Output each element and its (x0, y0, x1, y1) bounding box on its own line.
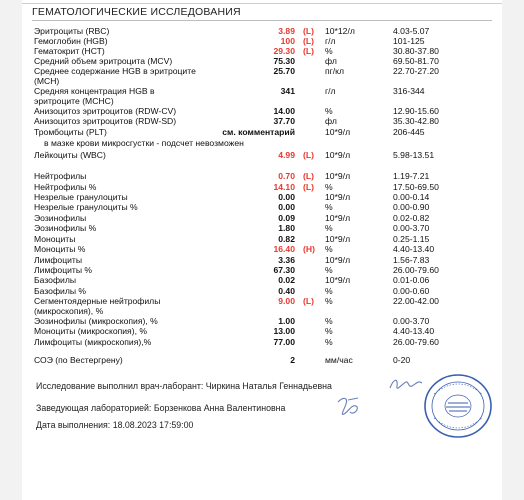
reference-range: 4.40-13.40 (393, 326, 435, 336)
completion-date-line: Дата выполнения: 18.08.2023 17:59:00 (36, 420, 194, 430)
test-value: 0.40 (278, 286, 295, 296)
test-name: Тромбоциты (PLT) (34, 127, 107, 137)
test-name: Лимфоциты (34, 255, 83, 265)
reference-range: 30.80-37.80 (393, 46, 439, 56)
performed-by-line: Исследование выполнил врач-лаборант: Чиркина Наталья Геннадьевна (36, 381, 332, 391)
test-unit: % (325, 326, 333, 336)
test-name-continued: эритроците (MCHC) (34, 96, 114, 106)
lab-report-page (22, 0, 502, 500)
test-unit: % (325, 223, 333, 233)
abnormal-flag: (L) (303, 26, 314, 36)
test-value: 0.00 (278, 192, 295, 202)
test-unit: % (325, 265, 333, 275)
test-value: 0.70 (278, 171, 295, 181)
abnormal-flag: (L) (303, 171, 314, 181)
test-name: Базофилы (34, 275, 77, 285)
reference-range: 1.19-7.21 (393, 171, 430, 181)
test-name: Гематокрит (НСТ) (34, 46, 105, 56)
test-unit: 10*9/л (325, 150, 351, 160)
reference-range: 1.56-7.83 (393, 255, 430, 265)
test-unit: г/л (325, 86, 336, 96)
reference-range: 316-344 (393, 86, 425, 96)
test-value: 3.36 (278, 255, 295, 265)
test-name: Моноциты (микроскопия), % (34, 326, 147, 336)
abnormal-flag: (L) (303, 46, 314, 56)
test-name: Незрелые гранулоциты (34, 192, 128, 202)
test-name: Среднее содержание HGB в эритроците (34, 66, 196, 76)
lab-head-line: Заведующая лабораторией: Борзенкова Анна Валентиновна (36, 403, 286, 413)
test-value: 29.30 (273, 46, 295, 56)
test-name: Нейтрофилы (34, 171, 87, 181)
abnormal-flag: (H) (303, 244, 315, 254)
test-unit: % (325, 244, 333, 254)
test-value: 100 (280, 36, 295, 46)
test-unit: 10*9/л (325, 255, 351, 265)
test-name-continued: (MCH) (34, 76, 60, 86)
test-unit: 10*9/л (325, 192, 351, 202)
reference-range: 4.03-5.07 (393, 26, 430, 36)
reference-range: 0.25-1.15 (393, 234, 430, 244)
test-name: Средняя концентрация HGB в (34, 86, 155, 96)
reference-range: 5.98-13.51 (393, 150, 435, 160)
test-value: 9.00 (278, 296, 295, 306)
test-name: Эритроциты (RBC) (34, 26, 110, 36)
test-name: СОЭ (по Вестергрену) (34, 355, 123, 365)
reference-range: 0.00-3.70 (393, 223, 430, 233)
test-value: 37.70 (273, 116, 295, 126)
reference-range: 17.50-69.50 (393, 182, 439, 192)
abnormal-flag: (L) (303, 150, 314, 160)
test-unit: 10*9/л (325, 127, 351, 137)
reference-range: 0.01-0.06 (393, 275, 430, 285)
test-name: Моноциты (34, 234, 76, 244)
top-border (22, 0, 502, 4)
reference-range: 4.40-13.40 (393, 244, 435, 254)
test-unit: мм/час (325, 355, 353, 365)
abnormal-flag: (L) (303, 182, 314, 192)
test-value: 77.00 (273, 337, 295, 347)
reference-range: 101-125 (393, 36, 425, 46)
test-name: Лейкоциты (WBC) (34, 150, 106, 160)
test-unit: г/л (325, 36, 336, 46)
test-value: 13.00 (273, 326, 295, 336)
abnormal-flag: (L) (303, 296, 314, 306)
test-unit: 10*9/л (325, 234, 351, 244)
doctor-signature (388, 374, 424, 396)
test-value: 14.10 (273, 182, 295, 192)
test-name: Средний объем эритроцита (MCV) (34, 56, 173, 66)
test-value: 0.09 (278, 213, 295, 223)
test-name: Гемоглобин (HGB) (34, 36, 108, 46)
test-value: 67.30 (273, 265, 295, 275)
test-value: 75.30 (273, 56, 295, 66)
test-name: Анизоцитоз эритроцитов (RDW-SD) (34, 116, 177, 126)
test-name: Нейтрофилы % (34, 182, 97, 192)
reference-range: 0.02-0.82 (393, 213, 430, 223)
test-value: 0.82 (278, 234, 295, 244)
test-value: 16.40 (273, 244, 295, 254)
test-unit: фл (325, 56, 337, 66)
reference-range: 22.70-27.20 (393, 66, 439, 76)
test-name: Лимфоциты % (34, 265, 93, 275)
reference-range: 26.00-79.60 (393, 337, 439, 347)
test-value: 2 (290, 355, 295, 365)
reference-range: 69.50-81.70 (393, 56, 439, 66)
test-unit: % (325, 296, 333, 306)
test-unit: % (325, 202, 333, 212)
reference-range: 0-20 (393, 355, 411, 365)
test-name: Эозинофилы % (34, 223, 97, 233)
comment-note: в мазке крови микросгустки - подсчет невозможен (44, 138, 244, 148)
reference-range: 0.00-0.90 (393, 202, 430, 212)
test-value: 341 (280, 86, 295, 96)
test-value: 0.02 (278, 275, 295, 285)
test-unit: % (325, 286, 333, 296)
reference-range: 206-445 (393, 127, 425, 137)
reference-range: 0.00-0.60 (393, 286, 430, 296)
test-name: Анизоцитоз эритроцитов (RDW-CV) (34, 106, 177, 116)
test-value: 25.70 (273, 66, 295, 76)
test-name-continued: (микроскопия), % (34, 306, 104, 316)
reference-range: 26.00-79.60 (393, 265, 439, 275)
reference-range: 35.30-42.80 (393, 116, 439, 126)
test-value: см. комментарий (222, 127, 295, 137)
test-name: Сегментоядерные нейтрофилы (34, 296, 161, 306)
test-value: 3.89 (278, 26, 295, 36)
reference-range: 12.90-15.60 (393, 106, 439, 116)
reference-range: 0.00-3.70 (393, 316, 430, 326)
test-value: 0.00 (278, 202, 295, 212)
lab-stamp-seal (422, 372, 494, 440)
test-name: Эозинофилы (34, 213, 87, 223)
test-unit: % (325, 46, 333, 56)
test-unit: % (325, 106, 333, 116)
test-unit: 10*9/л (325, 171, 351, 181)
test-unit: % (325, 337, 333, 347)
section-title: ГЕМАТОЛОГИЧЕСКИЕ ИССЛЕДОВАНИЯ (32, 6, 241, 18)
test-unit: % (325, 316, 333, 326)
abnormal-flag: (L) (303, 36, 314, 46)
reference-range: 22.00-42.00 (393, 296, 439, 306)
test-unit: 10*9/л (325, 275, 351, 285)
test-name: Незрелые гранулоциты % (34, 202, 138, 212)
test-name: Лимфоциты (микроскопия),% (34, 337, 152, 347)
test-unit: фл (325, 116, 337, 126)
reference-range: 0.00-0.14 (393, 192, 430, 202)
head-signature (334, 394, 364, 420)
test-unit: 10*9/л (325, 213, 351, 223)
test-name: Эозинофилы (микроскопия), % (34, 316, 158, 326)
test-value: 1.00 (278, 316, 295, 326)
title-divider (32, 20, 492, 21)
test-unit: 10*12/л (325, 26, 355, 36)
test-unit: % (325, 182, 333, 192)
test-value: 1.80 (278, 223, 295, 233)
test-name: Моноциты % (34, 244, 86, 254)
test-value: 14.00 (273, 106, 295, 116)
test-name: Базофилы % (34, 286, 87, 296)
test-value: 4.99 (278, 150, 295, 160)
test-unit: пг/кл (325, 66, 345, 76)
